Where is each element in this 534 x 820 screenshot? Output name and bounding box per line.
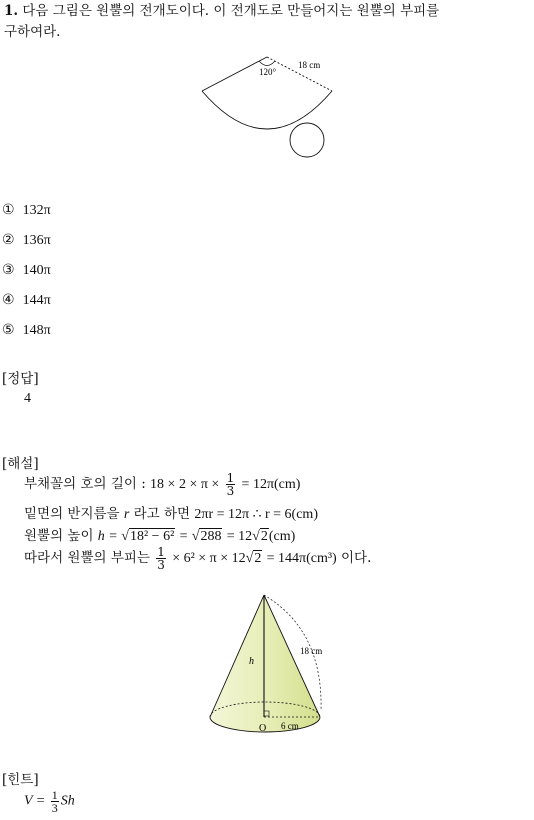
- sector-left-radius: [202, 57, 267, 91]
- slant-label-1: 18 cm: [298, 60, 321, 70]
- expl-var: r: [123, 507, 130, 522]
- question-number: 1.: [4, 3, 19, 19]
- option-2[interactable]: [2, 232, 51, 249]
- expl-math: (cm): [268, 529, 296, 544]
- option-value: 132π: [22, 203, 51, 218]
- option-value: 148π: [22, 323, 51, 338]
- expl-math: 18 × 2 × π ×: [150, 477, 220, 492]
- fraction: $\frac{1}{3}$: [51, 788, 58, 815]
- expl-text: 부채꼴의 호의 길이 :: [24, 476, 146, 492]
- option-marker: ④: [2, 292, 15, 308]
- cone-figure: [205, 590, 330, 745]
- expl-math: = 12: [226, 529, 253, 544]
- question-text-1: 다음 그림은 원뿔의 전개도이다. 이 전개도로 만들어지는 원뿔의 부피를: [22, 3, 440, 19]
- base-circle: [290, 123, 324, 157]
- explanation-header: [해설]: [2, 456, 39, 472]
- question-line-1: [4, 1, 439, 21]
- expl-math: = 12π(cm): [241, 477, 301, 492]
- question-text-2: 구하여라.: [4, 24, 61, 40]
- expl-text: 밑면의 반지름을: [24, 506, 120, 522]
- expl-math: = 144π(cm³): [266, 551, 337, 566]
- sqrt: √2: [252, 529, 268, 544]
- angle-label: 120°: [259, 67, 277, 77]
- cone-body: [210, 595, 323, 732]
- radius-label: 6 cm: [281, 721, 299, 731]
- explanation-line-3: [24, 524, 295, 545]
- cone-net-figure: [195, 52, 345, 164]
- option-5[interactable]: [2, 322, 51, 339]
- explanation-line-4: [24, 546, 371, 571]
- expl-math: =: [179, 529, 188, 544]
- option-marker: ②: [2, 232, 15, 248]
- expl-text: 따라서 원뿔의 부피는: [24, 550, 150, 566]
- explanation-line-2: [24, 502, 318, 523]
- expl-var: h: [97, 529, 105, 544]
- fraction: $\frac{1}{3}$: [226, 471, 235, 498]
- sqrt: √2: [245, 551, 262, 566]
- hint-lhs: V =: [24, 793, 46, 809]
- fraction: $\frac{1}{3}$: [157, 545, 165, 572]
- answer-value: 4: [24, 391, 31, 406]
- expl-text: 라고 하면: [133, 506, 191, 522]
- option-marker: ⑤: [2, 322, 15, 338]
- option-value: 140π: [22, 263, 51, 278]
- height-label: h: [249, 656, 254, 667]
- explanation-line-1: [24, 472, 300, 497]
- expl-math: × 6² × π × 12: [172, 551, 246, 566]
- option-4[interactable]: [2, 292, 51, 309]
- expl-math: =: [109, 529, 117, 544]
- answer-header: [정답]: [2, 371, 39, 387]
- option-1[interactable]: [2, 202, 51, 219]
- hint-formula: [24, 789, 75, 814]
- option-value: 136π: [22, 233, 51, 248]
- angle-arc: [259, 61, 275, 66]
- option-marker: ③: [2, 262, 15, 278]
- expl-text: 원뿔의 높이: [24, 528, 94, 544]
- option-value: 144π: [22, 293, 51, 308]
- expl-math: 2πr = 12π ∴ r = 6(cm): [194, 507, 318, 522]
- sector-arc: [202, 91, 332, 129]
- expl-text: 이다.: [341, 550, 372, 566]
- hint-rhs: Sh: [60, 793, 75, 809]
- option-3[interactable]: [2, 262, 51, 279]
- hint-header: [힌트]: [2, 772, 39, 788]
- sqrt: √18² − 6²: [121, 529, 175, 544]
- sqrt: √288: [191, 529, 222, 544]
- slant-label-2: 18 cm: [300, 646, 323, 656]
- question-line-2: [4, 22, 60, 42]
- option-marker: ①: [2, 202, 15, 218]
- center-label: O: [259, 723, 267, 734]
